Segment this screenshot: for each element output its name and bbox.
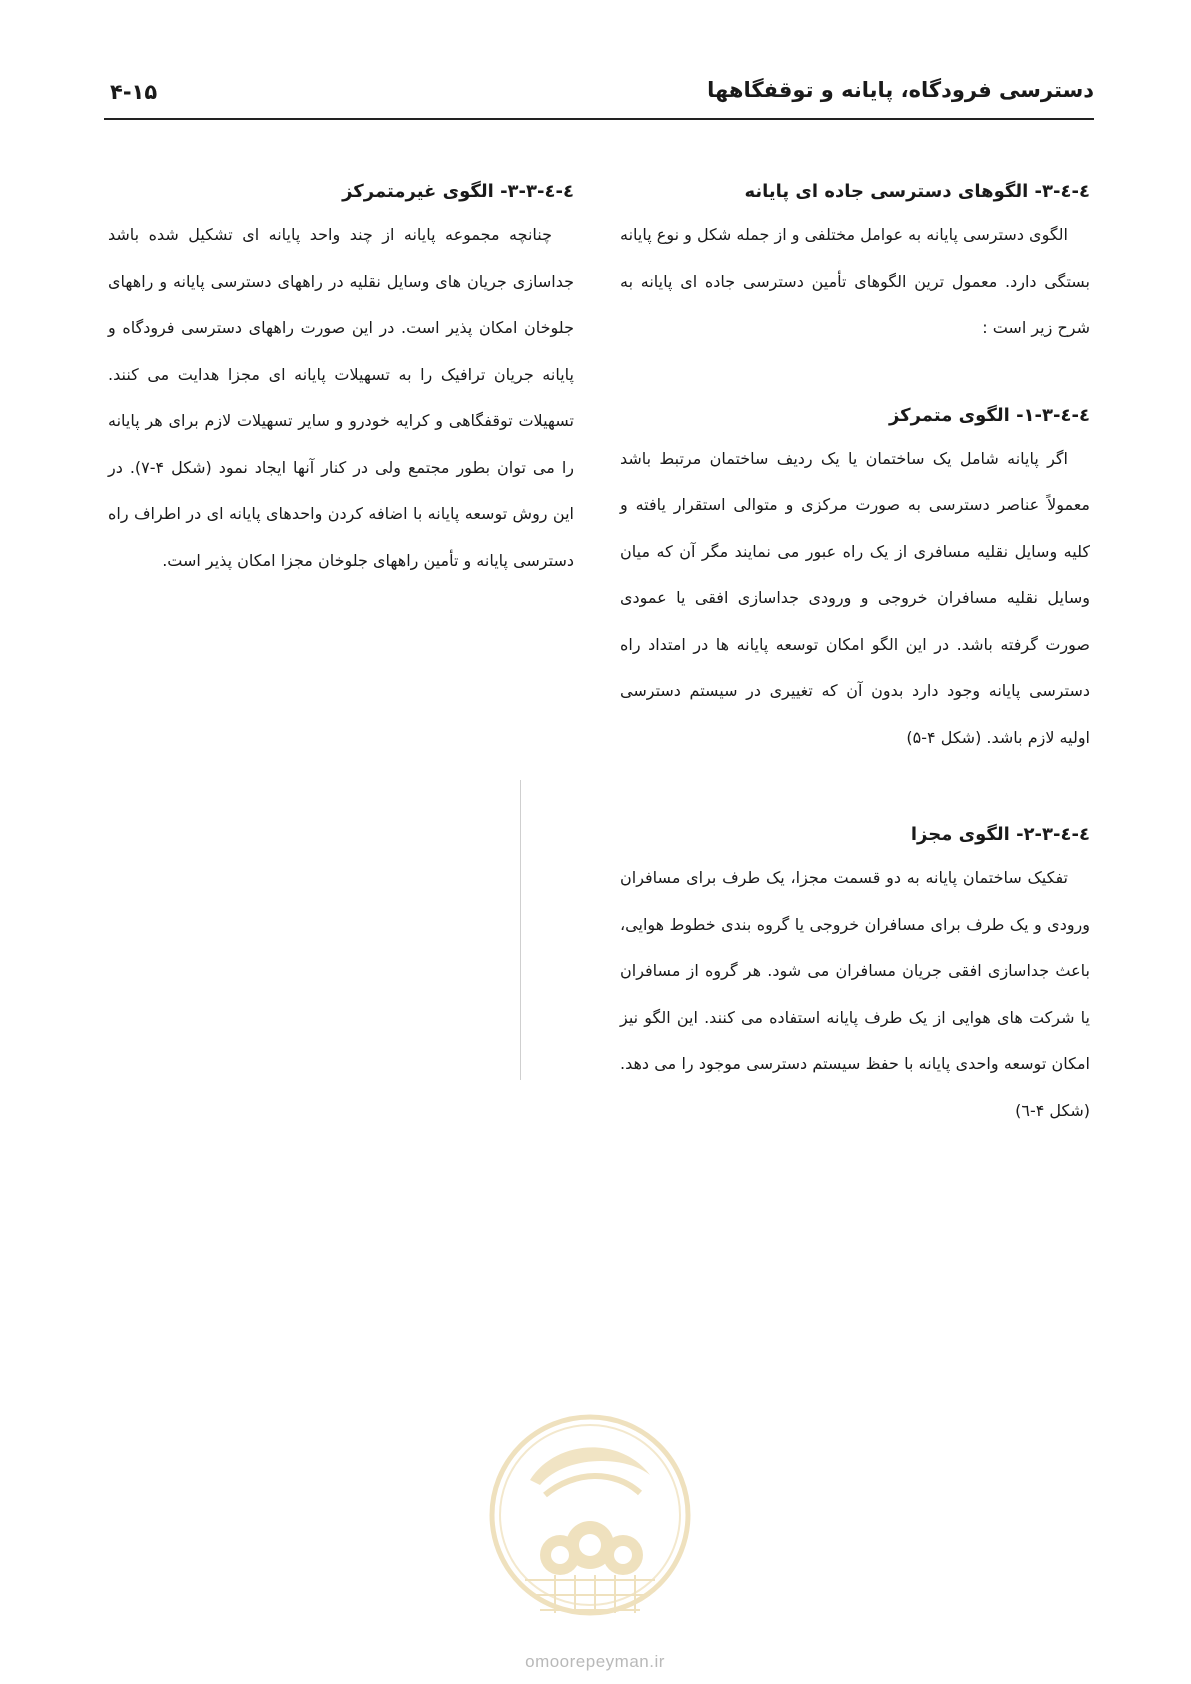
section-heading-centralized-pattern: ٤-٤-٣-١- الگوی متمرکز <box>888 404 1090 426</box>
right-column <box>620 172 1090 1134</box>
watermark-site: omoorepeyman.ir <box>525 1652 665 1671</box>
running-head <box>104 68 1094 118</box>
section-body-road-access-patterns: الگوی دسترسی پایانه به عوامل مختلفی و از جمله شکل و نوع پایانه بستگی دارد. معمول ترین الگوهای تأمین دسترسی جاده ای پایانه به شرح زیر است : <box>620 225 1090 337</box>
scan-artifact-line <box>520 780 521 1080</box>
header-rule <box>104 118 1094 120</box>
section-body-separate-pattern: تفکیک ساختمان پایانه به دو قسمت مجزا، یک طرف برای مسافران ورودی و یک طرف برای مسافران خروجی یا گروه بندی خطوط هوایی، باعث جداسازی افقی جریان مسافران می شود. هر گروه از مسافران یا شرکت های هوایی از یک طرف پایانه استفاده می کنند. این الگو نیز امکان توسعه واحدی پایانه با حفظ سیستم دسترسی موجود را می دهد. (شکل ۴-٦) <box>620 868 1090 1120</box>
section-heading-separate-pattern: ٤-٤-٣-٢- الگوی مجزا <box>910 824 1090 845</box>
watermark-logo <box>485 1385 695 1645</box>
section-heading-decentralized-pattern: ٤-٤-٣-٣- الگوی غیرمتمرکز <box>342 181 574 202</box>
section-heading-road-access-patterns: ٤-٤-٣- الگوهای دسترسی جاده ای پایانه <box>744 181 1090 202</box>
left-column <box>108 172 574 584</box>
page-number: ۴-۱۵ <box>110 80 158 104</box>
section-body-centralized-pattern: اگر پایانه شامل یک ساختمان یا یک ردیف ساختمان مرتبط باشد معمولاً عناصر دسترسی به صورت مرکزی و متوالی استقرار یافته و کلیه وسایل نقلیه مسافری از یک راه عبور می نمایند مگر آن که میان وسایل نقلیه مسافران خروجی و ورودی جداسازی افقی یا عمودی صورت گرفته باشد. در این الگو امکان توسعه پایانه ها در امتداد راه دسترسی پایانه وجود دارد بدون آن که تغییری در سیستم دسترسی اولیه لازم باشد. (شکل ۴-۵) <box>620 448 1090 747</box>
running-title: دسترسی فرودگاه، پایانه و توقفگاهها <box>707 78 1094 102</box>
section-body-decentralized-pattern: چنانچه مجموعه پایانه از چند واحد پایانه ای تشکیل شده باشد جداسازی جریان های وسایل نقلیه در راههای دسترسی پایانه و راههای جلوخان امکان پذیر است. در این صورت راههای دسترسی فرودگاه و پایانه جریان ترافیک را به تسهیلات پایانه ای مجزا هدایت می کنند. تسهیلات توقفگاهی و کرایه خودرو و سایر تسهیلات لازم برای هر پایانه را می توان بطور مجتمع ولی در کنار آنها ایجاد نمود (شکل ۴-۷). در این روش توسعه پایانه با اضافه کردن واحدهای پایانه ای در اطراف راه دسترسی پایانه و تأمین راههای جلوخان مجزا امکان پذیر است. <box>108 225 574 570</box>
